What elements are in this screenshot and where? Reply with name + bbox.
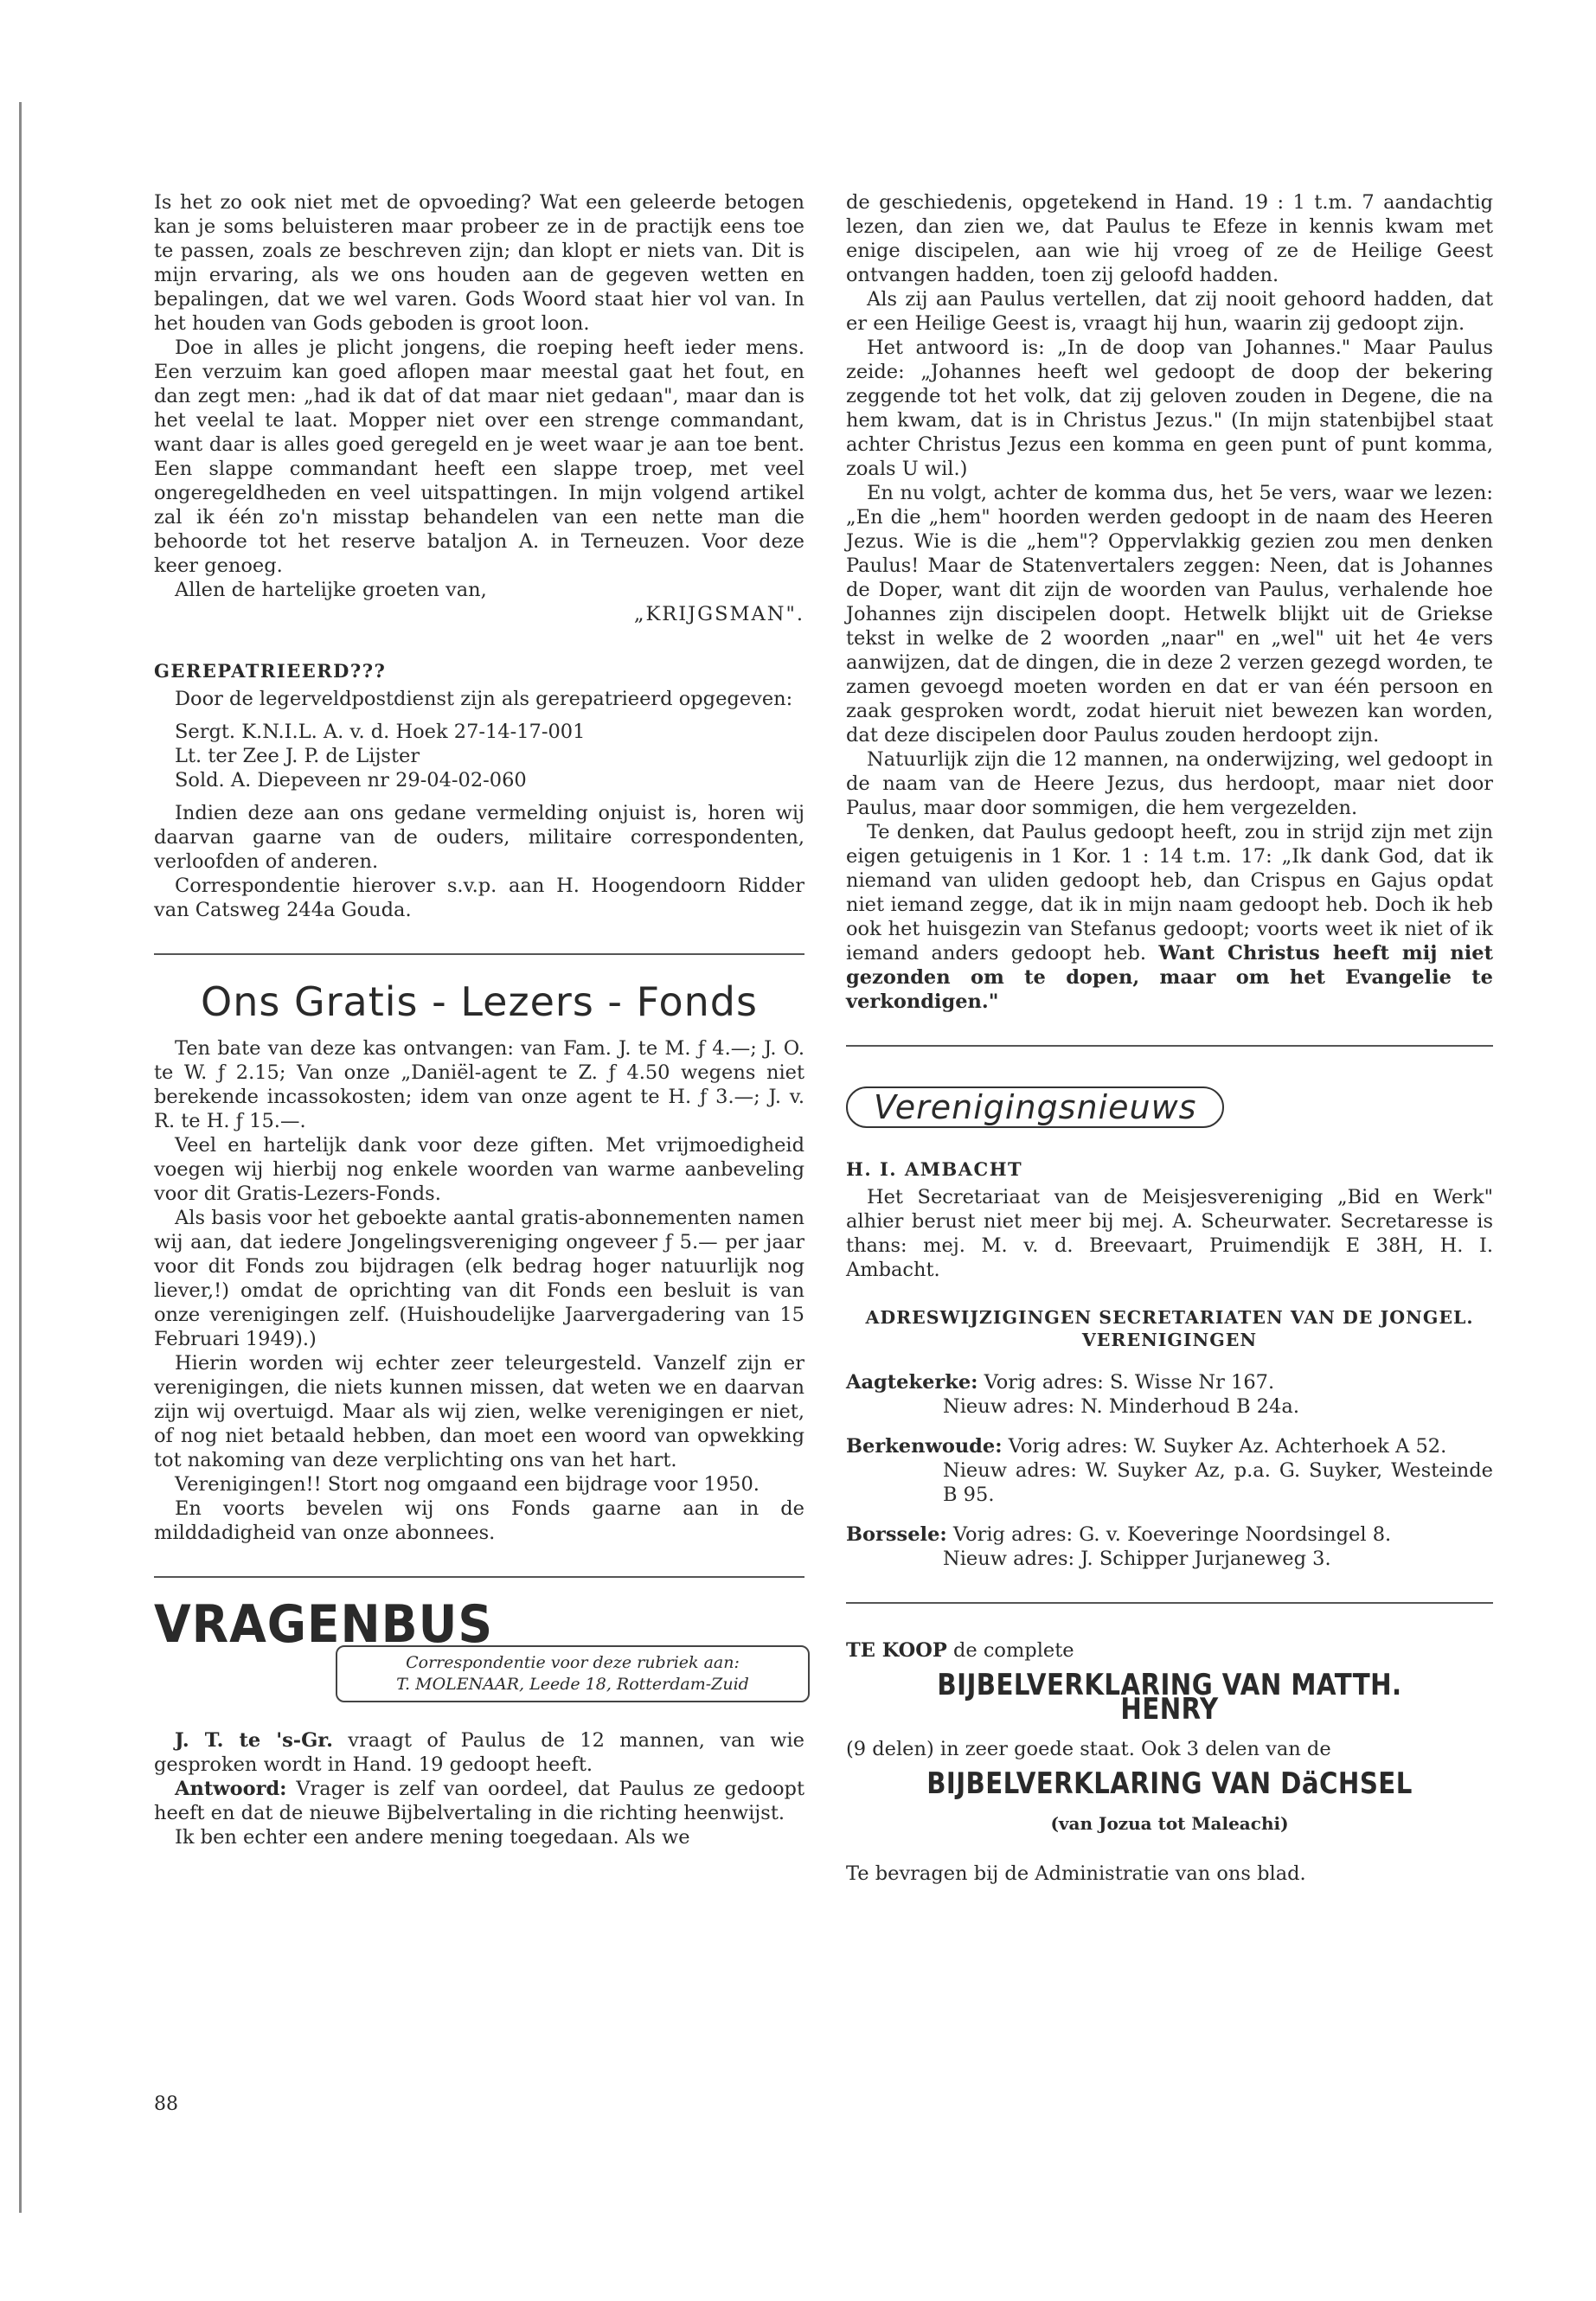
article-text: Te denken, dat Paulus gedoopt heeft, zou in strijd zijn met zijn eigen getuigenis in 1 Kor. 1 : 14 t.m. 17: „Ik dank God, dat ik niemand van uliden gedoopt heb, dan Crispus en Gajus opdat niet iemand zegge, dat ik in mijn naam gedoopt heb. Doch ik heb ook het huisgezin van Stefanus gedoopt; voorts weet ik niet of ik iemand anders gedoopt heb. [846, 821, 1493, 965]
address-old: Vorig adres: G. v. Koeveringe Noordsingel 8. [946, 1523, 1392, 1546]
fonds-paragraph: Ten bate van deze kas ontvangen: van Fam. J. te M. ƒ 4.—; J. O. te W. ƒ 2.15; Van onze „Daniël-agent te Z. ƒ 4.50 wegens niet berekende incassokosten; idem van onze agent te H. ƒ 3.—; J. v. R. te H. ƒ 15.—. [154, 1037, 804, 1132]
repatriated-name: Sold. A. Diepeveen nr 29-04-02-060 [175, 769, 527, 792]
correspondence-line: Correspondentie voor deze rubriek aan: [406, 1653, 740, 1672]
right-column [846, 190, 1493, 1886]
section-divider [154, 953, 804, 955]
article-paragraph: Het antwoord is: „In de doop van Johannes." Maar Paulus zeide: „Johannes heeft wel gedoopt de doop der bekering zeggende tot het volk, dat zij geloven zouden in Degene, die na hem kwam, dat is in Christus Jezus." (In mijn statenbijbel staat achter Christus Jezus een komma en geen punt of punt komma, zoals U wil.) [846, 336, 1493, 480]
answer-text: Vrager is zelf van oordeel, dat Paulus ze gedoopt heeft en dat de nieuwe Bijbelvertaling in die richting heenwijst. [154, 1778, 804, 1824]
correspondence-address: T. MOLENAAR, Leede 18, Rotterdam-Zuid [396, 1675, 749, 1694]
te-koop-line [846, 1638, 1493, 1663]
fonds-paragraph: Hierin worden wij echter zeer teleurgesteld. Vanzelf zijn er verenigingen, die niets kunnen missen, dat weten we en daarvan zijn wij overtuigd. Maar als wij zien, welke verenigingen er niet, of nog niet betaald hebben, dan moet een woord van opwekking tot nakoming van deze verplichting ons van het hart. [154, 1352, 804, 1471]
address-new: Nieuw adres: J. Schipper Jurjaneweg 3. [943, 1548, 1331, 1570]
section-divider [846, 1602, 1493, 1604]
repatriated-heading: GEREPATRIEERD??? [154, 660, 387, 682]
intro-paragraph-2: Doe in alles je plicht jongens, die roeping heeft ieder mens. Een verzuim kan goed aflopen maar meestal gaat het fout, en dan zegt men: „had ik dat of dat maar niet gedaan", maar dan is het veelal te laat. Mopper niet over een strenge commandant, want daar is alles goed geregeld en je weet waar je aan toe bent. Een slappe commandant heeft een slappe troep, met veel ongeregeldheden en veel uitspattingen. In mijn volgend artikel zal ik één zo'n misstap behandelen van een nette man die behoorde tot het reserve bataljon A. in Terneuzen. Voor deze keer genoeg. [154, 336, 804, 577]
article-bold-quote: Want Christus heeft mij niet gezonden om te dopen, maar om het Evangelie te verkondigen." [846, 942, 1493, 1013]
address-old: Vorig adres: W. Suyker Az. Achterhoek A 52. [1002, 1435, 1447, 1458]
te-koop-label: TE KOOP [846, 1639, 947, 1662]
repatriated-intro: Door de legerveldpostdienst zijn als gerepatrieerd opgegeven: [175, 688, 793, 710]
signature: „KRIJGSMAN". [633, 603, 804, 625]
fonds-paragraph: En voorts bevelen wij ons Fonds gaarne aan in de milddadigheid van onze abonnees. [154, 1497, 804, 1544]
address-entry [846, 1370, 1493, 1419]
repatriated-list [175, 720, 804, 792]
te-koop-subtitle: (van Jozua tot Maleachi) [1050, 1813, 1289, 1834]
place-heading: H. I. AMBACHT [846, 1158, 1023, 1180]
question [154, 1728, 804, 1777]
te-koop-line-2: (9 delen) in zeer goede staat. Ook 3 delen van de [846, 1738, 1331, 1760]
intro-paragraph-1: Is het zo ook niet met de opvoeding? Wat een geleerde betogen kan je soms beluisteren maar probeer ze in de practijk eens toe te passen, zoals ze beschreven zijn; dan klopt er niets van. Dit is mijn ervaring, als we ons houden aan de gegeven wetten en bepalingen, dat we wel varen. Gods Woord staat hier vol van. In het houden van Gods geboden is groot loon. [154, 191, 804, 335]
intro-paragraph-3: Allen de hartelijke groeten van, [175, 579, 487, 601]
repatriated-name: Sergt. K.N.I.L. A. v. d. Hoek 27-14-17-001 [175, 721, 586, 743]
verenigingsnieuws-text: Het Secretariaat van de Meisjesvereniging „Bid en Werk" alhier berust niet meer bij mej. A. Scheurwater. Secretaresse is thans: mej. M. v. d. Breevaart, Pruimendijk E 38H, H. I. Ambacht. [846, 1186, 1493, 1281]
section-divider [846, 1045, 1493, 1047]
left-column [154, 190, 804, 1849]
fonds-paragraph: Als basis voor het geboekte aantal gratis-abonnementen namen wij aan, dat iedere Jongelingsvereniging ongeveer ƒ 5.— per jaar voor dit Fonds zou bijdragen (elk bedrag hoger natuurlijk nog liever,!) omdat de oprichting van dit Fonds een besluit is van onze verenigingen zelf. (Huishoudelijke Jaarvergadering van 15 Februari 1949).) [154, 1207, 804, 1350]
fonds-title: Ons Gratis - Lezers - Fonds [201, 978, 758, 1025]
article-paragraph: de geschiedenis, opgetekend in Hand. 19 : 1 t.m. 7 aandachtig lezen, dan zien we, dat Paulus te Efeze in kennis kwam met enige discipelen, aan wie hij vroeg of ze de Heilige Geest ontvangen hadden, toen zij geloofd hadden. [846, 191, 1493, 286]
answer [154, 1777, 804, 1825]
te-koop-rest: de complete [946, 1639, 1074, 1662]
address-new: Nieuw adres: N. Minderhoud B 24a. [943, 1395, 1299, 1418]
address-place: Berkenwoude: [846, 1435, 1003, 1458]
repatriated-paragraph: Indien deze aan ons gedane vermelding onjuist is, horen wij daarvan gaarne van de ouders, militaire correspondenten, verloofden of anderen. [154, 802, 804, 873]
page-number: 88 [154, 2093, 178, 2115]
answer-label: Antwoord: [175, 1778, 287, 1800]
verenigingsnieuws-title: Verenigingsnieuws [846, 1086, 1224, 1128]
article-paragraph: Als zij aan Paulus vertellen, dat zij nooit gehoord hadden, dat er een Heilige Geest is, vraagt hij hun, waarin zij gedoopt zijn. [846, 288, 1493, 335]
fonds-paragraph: Verenigingen!! Stort nog omgaand een bijdrage voor 1950. [175, 1473, 760, 1496]
address-entry [846, 1434, 1493, 1507]
te-koop-title-2: BIJBELVERKLARING VAN DäCHSEL [926, 1766, 1413, 1801]
answer-continuation: Ik ben echter een andere mening toegedaan. Als we [175, 1826, 690, 1849]
question-text: vraagt of Paulus de 12 mannen, van wie gesproken wordt in Hand. 19 gedoopt heeft. [154, 1729, 804, 1776]
address-entry [846, 1522, 1493, 1571]
article-paragraph-last [846, 820, 1493, 1014]
vragenbus-title: VRAGENBUS [154, 1594, 494, 1655]
article-paragraph: Natuurlijk zijn die 12 mannen, na onderwijzing, wel gedoopt in de naam van de Heere Jezus, dus herdoopt, maar niet door Paulus, maar door sommigen, die hem vergezelden. [846, 748, 1493, 819]
address-place: Borssele: [846, 1523, 947, 1546]
addresses-heading: ADRESWIJZIGINGEN SECRETARIATEN VAN DE JONGEL. VERENIGINGEN [865, 1307, 1474, 1350]
te-koop-title-1: BIJBELVERKLARING VAN MATTH. HENRY [937, 1668, 1402, 1727]
address-new: Nieuw adres: W. Suyker Az, p.a. G. Suyker, Westeinde B 95. [943, 1459, 1493, 1506]
section-divider [154, 1576, 804, 1578]
fonds-paragraph: Veel en hartelijk dank voor deze giften. Met vrijmoedigheid voegen wij hierbij nog enkele woorden van warme aanbeveling voor dit Gratis-Lezers-Fonds. [154, 1134, 804, 1205]
repatriated-name: Lt. ter Zee J. P. de Lijster [175, 745, 420, 767]
question-label: J. T. te 's-Gr. [175, 1729, 333, 1752]
repatriated-paragraph: Correspondentie hierover s.v.p. aan H. Hoogendoorn Ridder van Catsweg 244a Gouda. [154, 875, 804, 921]
address-place: Aagtekerke: [846, 1371, 978, 1394]
article-paragraph: En nu volgt, achter de komma dus, het 5e vers, waar we lezen: „En die „hem" hoorden werden gedoopt in de naam des Heeren Jezus. Wie is die „hem"? Oppervlakkig gezien zou men denken Paulus! Maar de Statenvertalers zeggen: Neen, dat is Johannes de Doper, want dit zijn de woorden van Paulus, verhalende hoe Johannes zijn discipelen doopt. Hetwelk blijkt uit de Griekse tekst in welke de 2 woorden „naar" en „wel" uit het 4e vers aanwijzen, dat de dingen, die in deze 2 verzen gezegd worden, te zamen gevoegd moeten worden en dat er van één persoon en zaak gesproken wordt, zodat hieruit niet bewezen kan worden, dat deze discipelen door Paulus zouden herdoopt zijn. [846, 482, 1493, 747]
te-koop-footer: Te bevragen bij de Administratie van ons blad. [846, 1862, 1306, 1885]
scan-edge-line [19, 102, 22, 2213]
address-old: Vorig adres: S. Wisse Nr 167. [977, 1371, 1275, 1394]
